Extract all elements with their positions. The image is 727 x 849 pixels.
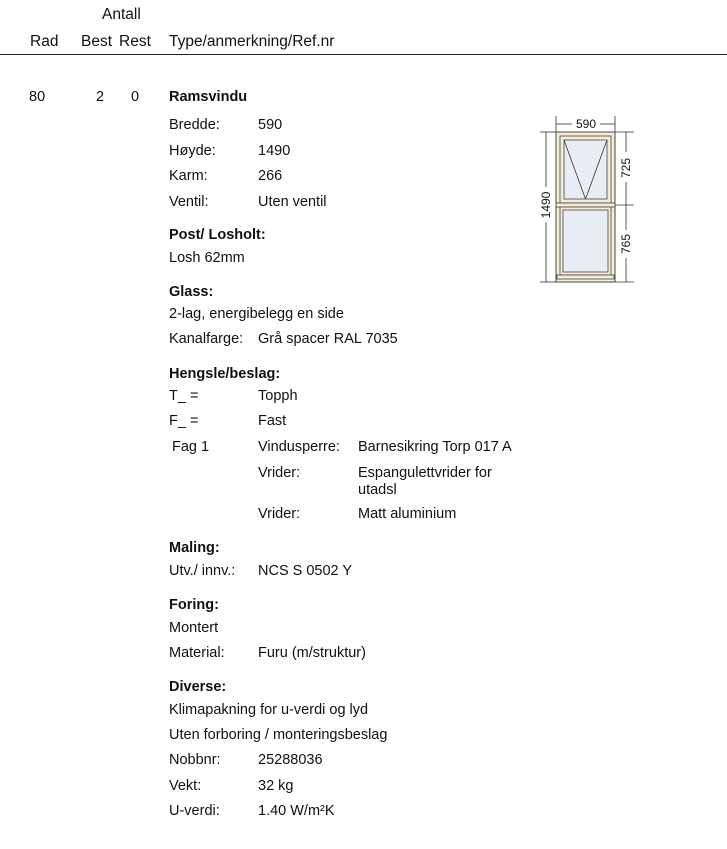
f-label: F_ = — [169, 413, 199, 429]
width-dimension-label: 590 — [575, 117, 597, 131]
material-value: Furu (m/struktur) — [258, 645, 366, 661]
fag-label: Fag 1 — [172, 439, 210, 455]
upper-glass — [564, 140, 607, 199]
spec-value: 266 — [258, 168, 283, 184]
beslag-label: Vrider: — [258, 465, 301, 481]
spec-label: Bredde: — [169, 117, 220, 133]
maling-value: NCS S 0502 Y — [258, 563, 353, 579]
foring-heading: Foring: — [169, 597, 219, 613]
nobb-value: 25288036 — [258, 752, 323, 768]
post-heading: Post/ Losholt: — [169, 227, 266, 243]
spec-value: 590 — [258, 117, 283, 133]
vekt-label: Vekt: — [169, 778, 202, 794]
maling-label: Utv./ innv.: — [169, 563, 236, 579]
header-divider — [0, 54, 727, 55]
glass-text: 2-lag, energibelegg en side — [169, 306, 344, 322]
beslag-value: Espangulettvrider for — [358, 465, 492, 481]
kanal-label: Kanalfarge: — [169, 331, 244, 347]
lower-glass — [563, 210, 608, 272]
row-best: 2 — [96, 89, 105, 105]
window-sill — [557, 275, 614, 279]
uverdi-label: U-verdi: — [169, 803, 220, 819]
diverse-line: Klimapakning for u-verdi og lyd — [169, 702, 369, 718]
losholt — [556, 203, 615, 207]
height-dimension-label: 1490 — [539, 191, 553, 219]
hengsle-heading: Hengsle/beslag: — [169, 366, 281, 382]
header-rad: Rad — [30, 33, 59, 50]
diverse-heading: Diverse: — [169, 679, 227, 695]
lower-dimension-label: 765 — [619, 233, 633, 255]
maling-heading: Maling: — [169, 540, 220, 556]
row-rest: 0 — [131, 89, 140, 105]
spec-value: Uten ventil — [258, 194, 327, 210]
uverdi-value: 1.40 W/m²K — [258, 803, 335, 819]
beslag-value: Barnesikring Torp 017 A — [358, 439, 512, 455]
spec-label: Ventil: — [169, 194, 209, 210]
header-antall: Antall — [102, 6, 141, 23]
spec-value: 1490 — [258, 143, 291, 159]
upper-dimension-label: 725 — [619, 157, 633, 179]
header-rest: Rest — [119, 33, 151, 50]
spec-label: Høyde: — [169, 143, 216, 159]
header-type: Type/anmerkning/Ref.nr — [169, 33, 335, 50]
glass-heading: Glass: — [169, 284, 214, 300]
spec-label: Karm: — [169, 168, 208, 184]
row-rad: 80 — [29, 89, 46, 105]
beslag-label: Vindusperre: — [258, 439, 340, 455]
material-label: Material: — [169, 645, 225, 661]
t-value: Topph — [258, 388, 298, 404]
post-text: Losh 62mm — [169, 250, 245, 266]
f-value: Fast — [258, 413, 287, 429]
kanal-value: Grå spacer RAL 7035 — [258, 331, 398, 347]
diverse-line: Uten forboring / monteringsbeslag — [169, 727, 388, 743]
beslag-value: Matt aluminium — [358, 506, 457, 522]
beslag-label: Vrider: — [258, 506, 301, 522]
nobb-label: Nobbnr: — [169, 752, 221, 768]
window-drawing — [530, 112, 640, 288]
beslag-value-cont: utadsl — [358, 482, 397, 498]
t-label: T_ = — [169, 388, 199, 404]
foring-text: Montert — [169, 620, 219, 636]
vekt-value: 32 kg — [258, 778, 294, 794]
header-best: Best — [81, 33, 113, 50]
product-title: Ramsvindu — [169, 89, 248, 105]
